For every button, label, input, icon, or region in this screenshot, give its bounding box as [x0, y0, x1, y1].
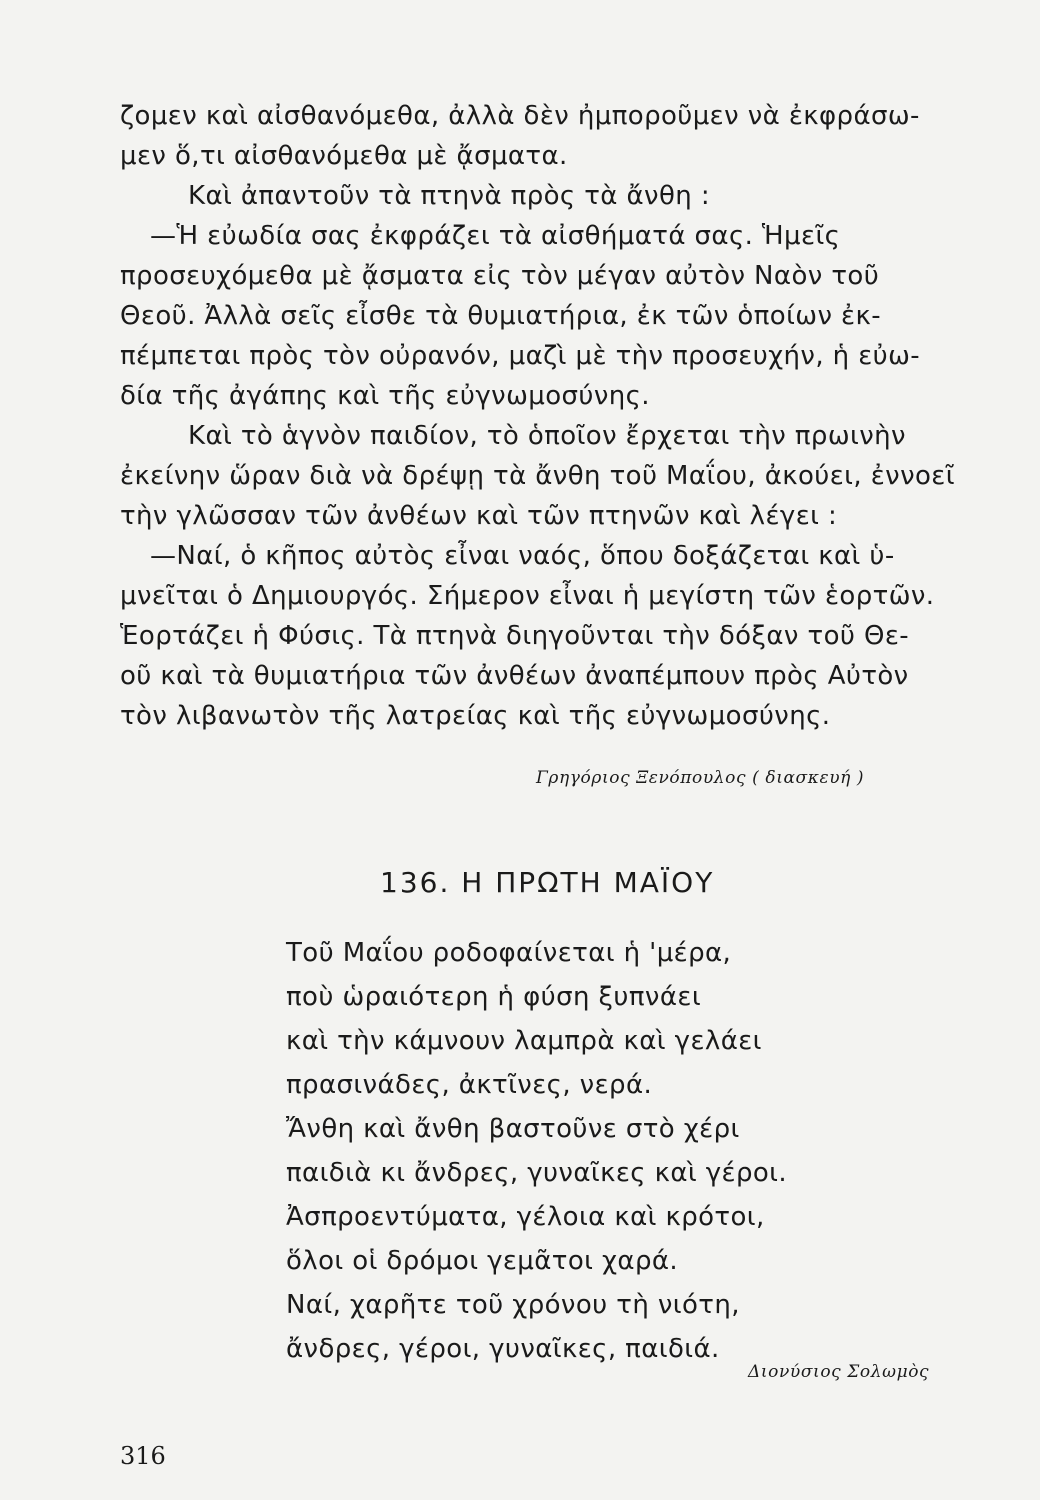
poem-line: ὅλοι οἱ δρόμοι γεμᾶτοι χαρά. — [286, 1246, 679, 1276]
page-number: 316 — [120, 1442, 166, 1470]
prose-line: Ἑορτάζει ἡ Φύσις. Τὰ πτηνὰ διηγοῦνται τὴν δόξαν τοῦ Θε- — [120, 621, 910, 651]
prose-line: τὸν λιβανωτὸν τῆς λατρείας καὶ τῆς εὐγνωμοσύνης. — [120, 701, 831, 731]
prose-line: ζομεν καὶ αἰσθανόμεθα, ἀλλὰ δὲν ἠμποροῦμεν νὰ ἐκφράσω- — [120, 101, 920, 131]
poem-line: Τοῦ Μαΐου ροδοφαίνεται ἡ 'μέρα, — [286, 938, 732, 968]
poem-author: Διονύσιος Σολωμὸς — [748, 1362, 930, 1382]
prose-line: δία τῆς ἀγάπης καὶ τῆς εὐγνωμοσύνης. — [120, 381, 650, 411]
poem-line: Ἀσπροεντύματα, γέλοια καὶ κρότοι, — [286, 1202, 765, 1232]
prose-line: πέμπεται πρὸς τὸν οὐρανόν, μαζὶ μὲ τὴν προσευχήν, ἡ εὐω- — [120, 341, 921, 371]
poem-line: παιδιὰ κι ἄνδρες, γυναῖκες καὶ γέροι. — [286, 1158, 788, 1188]
prose-line: Καὶ ἀπαντοῦν τὰ πτηνὰ πρὸς τὰ ἄνθη : — [188, 181, 710, 211]
poem-title: 136. Η ΠΡΩΤΗ ΜΑΪΟΥ — [380, 866, 715, 899]
prose-line: ἐκείνην ὥραν διὰ νὰ δρέψῃ τὰ ἄνθη τοῦ Μαΐου, ἀκούει, ἐννοεῖ — [120, 461, 955, 491]
prose-text — [120, 96, 972, 736]
prose-line: Θεοῦ. Ἀλλὰ σεῖς εἶσθε τὰ θυμιατήρια, ἐκ τῶν ὁποίων ἐκ- — [120, 301, 882, 331]
poem-line: Ἄνθη καὶ ἄνθη βαστοῦνε στὸ χέρι — [286, 1114, 740, 1144]
prose-line: μεν ὅ,τι αἰσθανόμεθα μὲ ᾄσματα. — [120, 141, 568, 171]
poem-line: καὶ τὴν κάμνουν λαμπρὰ καὶ γελάει — [286, 1026, 762, 1056]
prose-line: —Ναί, ὁ κῆπος αὐτὸς εἶναι ναός, ὅπου δοξάζεται καὶ ὑ- — [150, 541, 895, 571]
prose-line: προσευχόμεθα μὲ ᾄσματα εἰς τὸν μέγαν αὐτὸν Ναὸν τοῦ — [120, 261, 880, 291]
poem-line: ποὺ ὡραιότερη ἡ φύση ξυπνάει — [286, 982, 702, 1012]
prose-line: —Ἡ εὐωδία σας ἐκφράζει τὰ αἰσθήματά σας. Ἡμεῖς — [150, 221, 841, 251]
prose-line: Καὶ τὸ ἁγνὸν παιδίον, τὸ ὁποῖον ἔρχεται τὴν πρωινὴν — [188, 421, 906, 451]
poem-line: ἄνδρες, γέροι, γυναῖκες, παιδιά. — [286, 1334, 720, 1364]
prose-line: μνεῖται ὁ Δημιουργός. Σήμερον εἶναι ἡ μεγίστη τῶν ἑορτῶν. — [120, 581, 935, 611]
prose-line: τὴν γλῶσσαν τῶν ἀνθέων καὶ τῶν πτηνῶν καὶ λέγει : — [120, 501, 838, 531]
poem-line: Ναί, χαρῆτε τοῦ χρόνου τὴ νιότη, — [286, 1290, 740, 1320]
prose-line: οῦ καὶ τὰ θυμιατήρια τῶν ἀνθέων ἀναπέμπουν πρὸς Αὐτὸν — [120, 661, 909, 691]
prose-author: Γρηγόριος Ξενόπουλος ( διασκευή ) — [536, 768, 865, 788]
poem-line: πρασινάδες, ἀκτῖνες, νερά. — [286, 1070, 653, 1100]
